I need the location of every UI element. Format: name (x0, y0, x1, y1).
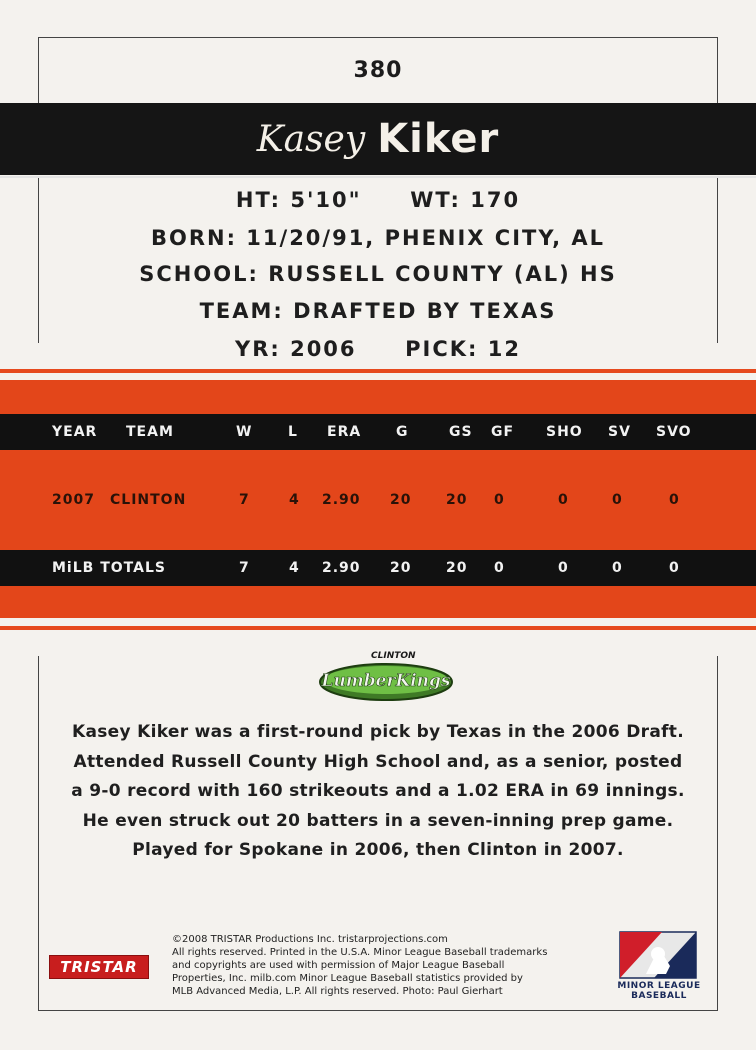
bio-height-weight (0, 188, 756, 212)
school-label: SCHOOL: (139, 262, 259, 286)
stripe (0, 626, 756, 630)
header-w: W (236, 424, 253, 440)
header-g: G (396, 424, 409, 440)
header-l: L (288, 424, 298, 440)
totals-label: MiLB TOTALS (52, 560, 166, 576)
header-gs: GS (449, 424, 473, 440)
totals-w: 7 (239, 560, 250, 576)
totals-gs: 20 (446, 560, 468, 576)
totals-sv: 0 (612, 560, 623, 576)
yr-label: YR: (234, 337, 281, 361)
legal-text (172, 933, 612, 998)
name-bar (0, 103, 756, 175)
legal-line: ©2008 TRISTAR Productions Inc. tristarprojections.com (172, 934, 448, 945)
row-gf: 0 (494, 492, 505, 508)
bio-born (0, 226, 756, 250)
frame-line (38, 1010, 718, 1011)
totals-sho: 0 (558, 560, 569, 576)
blurb-line: He even struck out 20 batters in a seven-inning prep game. (82, 810, 674, 831)
team-value: DRAFTED BY TEXAS (293, 299, 557, 323)
yr-value: 2006 (290, 337, 357, 361)
player-blurb (40, 718, 716, 866)
totals-gf: 0 (494, 560, 505, 576)
totals-svo: 0 (669, 560, 680, 576)
header-era: ERA (327, 424, 362, 440)
ht-label: HT: (235, 188, 282, 212)
born-value: 11/20/91, PHENIX CITY, AL (246, 226, 606, 250)
header-svo: SVO (656, 424, 692, 440)
bio-draft (0, 337, 756, 361)
frame-line (38, 656, 39, 1011)
row-era: 2.90 (322, 492, 361, 508)
stripe (0, 369, 756, 373)
row-g: 20 (390, 492, 412, 508)
row-sho: 0 (558, 492, 569, 508)
pick-value: 12 (487, 337, 521, 361)
player-last-name: Kiker (377, 116, 500, 162)
row-sv: 0 (612, 492, 623, 508)
team-logo (316, 648, 456, 708)
row-year: 2007 (52, 492, 95, 508)
header-sho: SHO (546, 424, 583, 440)
blurb-line: Played for Spokane in 2006, then Clinton in 2007. (132, 840, 624, 860)
pick-label: PICK: (405, 337, 479, 361)
frame-line (717, 656, 718, 1011)
player-first-name: Kasey (256, 118, 366, 160)
totals-era: 2.90 (322, 560, 361, 576)
stats-header-row (0, 414, 756, 450)
bio-school (0, 262, 756, 286)
header-year: YEAR (52, 424, 98, 440)
stats-row (0, 482, 756, 518)
team-logo-main-text: LumberKings (321, 671, 451, 691)
row-l: 4 (289, 492, 300, 508)
milb-logo-text (605, 981, 713, 1001)
born-label: BORN: (150, 226, 237, 250)
milb-text-line: BASEBALL (631, 991, 687, 1001)
milb-text-line: MINOR LEAGUE (617, 981, 701, 991)
row-svo: 0 (669, 492, 680, 508)
totals-l: 4 (289, 560, 300, 576)
tristar-logo: TRISTAR (49, 955, 149, 979)
team-logo-top-text: CLINTON (371, 651, 416, 661)
frame-line (38, 37, 718, 38)
totals-g: 20 (390, 560, 412, 576)
blurb-line: Kasey Kiker was a first-round pick by Texas in the 2006 Draft. (72, 722, 684, 742)
row-team: CLINTON (110, 492, 187, 508)
legal-line: MLB Advanced Media, L.P. All rights reserved. Photo: Paul Gierhart (172, 986, 503, 997)
header-team: TEAM (126, 424, 174, 440)
legal-line: and copyrights are used with permission of Major League Baseball (172, 960, 505, 971)
header-sv: SV (608, 424, 631, 440)
header-gf: GF (491, 424, 515, 440)
blurb-line: a 9-0 record with 160 strikeouts and a 1.02 ERA in 69 innings. (71, 781, 685, 801)
wt-label: WT: (410, 188, 461, 212)
team-label: TEAM: (199, 299, 284, 323)
bio-team (0, 299, 756, 323)
blurb-line: Attended Russell County High School and, as a senior, posted (73, 751, 683, 772)
ht-value: 5'10" (290, 188, 362, 212)
row-w: 7 (239, 492, 250, 508)
row-gs: 20 (446, 492, 468, 508)
legal-line: Properties, Inc. milb.com Minor League Baseball statistics provided by (172, 973, 523, 984)
legal-line: All rights reserved. Printed in the U.S.A. Minor League Baseball trademarks (172, 947, 548, 958)
school-value: RUSSELL COUNTY (AL) HS (268, 262, 617, 286)
stats-totals-row (0, 550, 756, 586)
card-number: 380 (353, 58, 403, 83)
wt-value: 170 (470, 188, 521, 212)
